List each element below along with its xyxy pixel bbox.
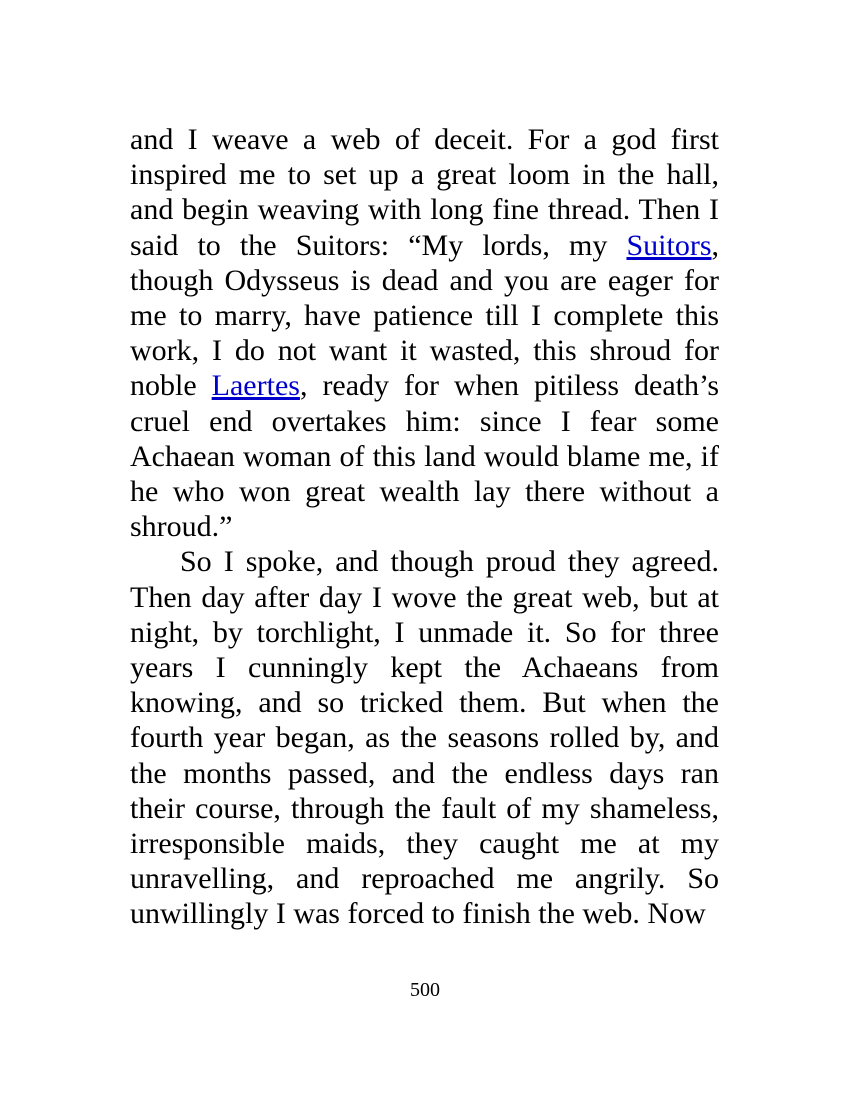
paragraph-1-text-a: and I weave a web of deceit. For a god first inspired me to set up a great loom in the hall, and begin weaving with long fine thread. Then I said to the Suitors: “My lords, my <box>130 123 719 262</box>
suitors-link[interactable]: Suitors <box>626 228 712 262</box>
paragraph-1 <box>130 122 719 544</box>
laertes-link[interactable]: Laertes <box>211 369 300 403</box>
paragraph-1-text-c: , ready for when pitiless death’s cruel end overtakes him: since I fear some Achaean woman of this land would blame me, if he who won great wealth lay there without a shroud.” <box>130 369 719 544</box>
paragraph-2: So I spoke, and though proud they agreed. Then day after day I wove the great web, but at night, by torchlight, I unmade it. So for three years I cunningly kept the Achaeans from knowing, and so tricked them. But when the fourth year began, as the seasons rolled by, and the months passed, and the endless days ran their course, through the fault of my shameless, irresponsible maids, they caught me at my unravelling, and reproached me angrily. So unwillingly I was forced to finish the web. Now <box>130 545 719 931</box>
paragraph-1-text-b: , though Odysseus is dead and you are eager for me to marry, have patience till I complete this work, I do not want it wasted, this shroud for noble <box>130 228 719 403</box>
page-body <box>130 122 719 932</box>
page-number: 500 <box>410 979 440 1001</box>
